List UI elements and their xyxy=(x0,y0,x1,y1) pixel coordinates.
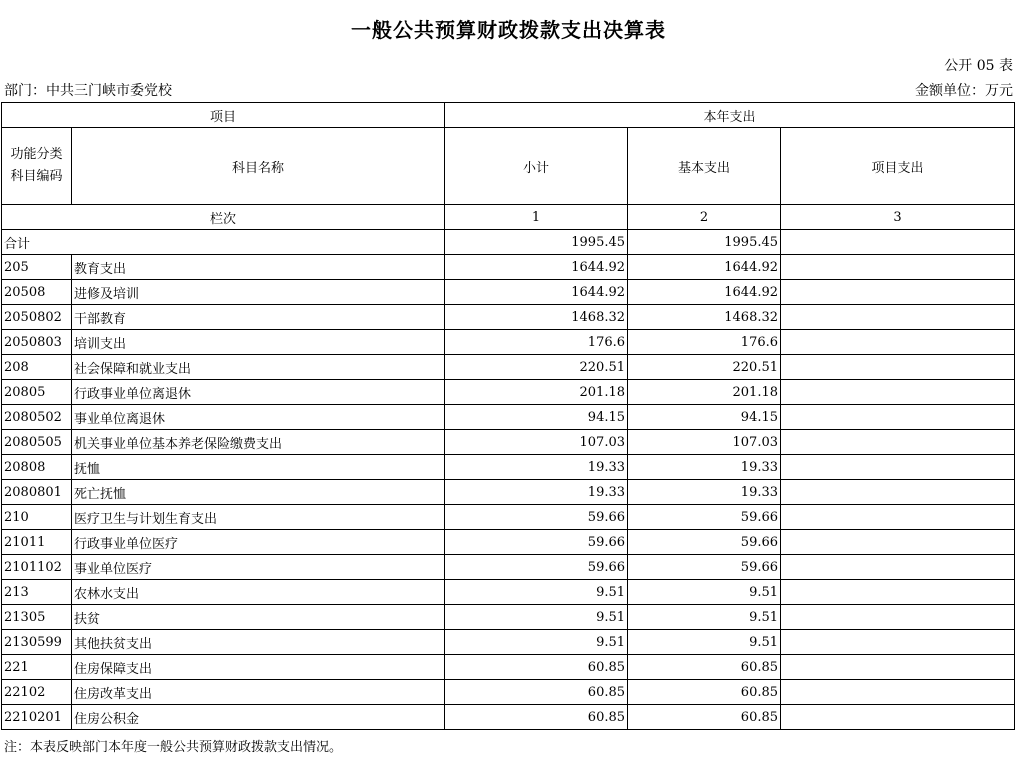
row-basic: 60.85 xyxy=(628,705,781,730)
header-current-year: 本年支出 xyxy=(445,103,1015,128)
header-column-index: 栏次 xyxy=(2,205,445,230)
row-project xyxy=(781,380,1015,405)
row-project xyxy=(781,705,1015,730)
table-row xyxy=(2,430,1015,455)
row-subtotal: 201.18 xyxy=(445,380,628,405)
header-project-exp: 项目支出 xyxy=(781,128,1015,205)
row-code: 221 xyxy=(2,655,72,680)
table-row xyxy=(2,705,1015,730)
total-subtotal: 1995.45 xyxy=(445,230,628,255)
row-name: 行政事业单位离退休 xyxy=(72,380,445,405)
row-code: 2080801 xyxy=(2,480,72,505)
row-code: 205 xyxy=(2,255,72,280)
row-basic: 1644.92 xyxy=(628,280,781,305)
table-row xyxy=(2,405,1015,430)
row-code: 22102 xyxy=(2,680,72,705)
row-code: 213 xyxy=(2,580,72,605)
department-label: 部门：中共三门峡市委党校 xyxy=(4,83,172,99)
row-name: 医疗卫生与计划生育支出 xyxy=(72,505,445,530)
row-project xyxy=(781,655,1015,680)
row-basic: 1644.92 xyxy=(628,255,781,280)
row-name: 教育支出 xyxy=(72,255,445,280)
row-subtotal: 176.6 xyxy=(445,330,628,355)
header-code-line1: 功能分类 xyxy=(10,147,63,162)
row-name: 住房改革支出 xyxy=(72,680,445,705)
row-project xyxy=(781,355,1015,380)
row-name: 社会保障和就业支出 xyxy=(72,355,445,380)
row-name: 行政事业单位医疗 xyxy=(72,530,445,555)
row-project xyxy=(781,530,1015,555)
row-project xyxy=(781,405,1015,430)
row-code: 21305 xyxy=(2,605,72,630)
row-basic: 220.51 xyxy=(628,355,781,380)
table-row xyxy=(2,330,1015,355)
row-project xyxy=(781,330,1015,355)
row-code: 20805 xyxy=(2,380,72,405)
expenditure-table xyxy=(1,102,1015,730)
row-name: 干部教育 xyxy=(72,305,445,330)
row-subtotal: 19.33 xyxy=(445,480,628,505)
row-subtotal: 59.66 xyxy=(445,530,628,555)
row-name: 住房公积金 xyxy=(72,705,445,730)
row-code: 2130599 xyxy=(2,630,72,655)
table-row xyxy=(2,355,1015,380)
row-code: 2210201 xyxy=(2,705,72,730)
header-row-2 xyxy=(2,128,1015,205)
row-project xyxy=(781,605,1015,630)
header-subtotal: 小计 xyxy=(445,128,628,205)
table-row xyxy=(2,580,1015,605)
row-project xyxy=(781,505,1015,530)
row-subtotal: 220.51 xyxy=(445,355,628,380)
row-subtotal: 60.85 xyxy=(445,705,628,730)
total-label: 合计 xyxy=(2,230,445,255)
total-basic: 1995.45 xyxy=(628,230,781,255)
row-name: 农林水支出 xyxy=(72,580,445,605)
row-basic: 94.15 xyxy=(628,405,781,430)
row-project xyxy=(781,580,1015,605)
header-column-index-row xyxy=(2,205,1015,230)
row-subtotal: 19.33 xyxy=(445,455,628,480)
header-basic: 基本支出 xyxy=(628,128,781,205)
row-name: 住房保障支出 xyxy=(72,655,445,680)
table-row xyxy=(2,505,1015,530)
row-basic: 60.85 xyxy=(628,655,781,680)
row-subtotal: 59.66 xyxy=(445,555,628,580)
header-function-code xyxy=(2,128,72,205)
header-subject-name: 科目名称 xyxy=(72,128,445,205)
table-row xyxy=(2,655,1015,680)
row-subtotal: 1468.32 xyxy=(445,305,628,330)
table-row xyxy=(2,305,1015,330)
row-subtotal: 60.85 xyxy=(445,655,628,680)
row-subtotal: 1644.92 xyxy=(445,280,628,305)
row-project xyxy=(781,455,1015,480)
table-row xyxy=(2,605,1015,630)
row-project xyxy=(781,280,1015,305)
row-code: 2080502 xyxy=(2,405,72,430)
total-project xyxy=(781,230,1015,255)
form-number: 公开 05 表 xyxy=(944,58,1013,74)
row-subtotal: 9.51 xyxy=(445,630,628,655)
row-name: 抚恤 xyxy=(72,455,445,480)
header-col1: 1 xyxy=(445,205,628,230)
row-subtotal: 94.15 xyxy=(445,405,628,430)
row-code: 210 xyxy=(2,505,72,530)
row-project xyxy=(781,430,1015,455)
page-title: 一般公共预算财政拨款支出决算表 xyxy=(351,18,666,42)
row-basic: 107.03 xyxy=(628,430,781,455)
table-row xyxy=(2,630,1015,655)
table-row xyxy=(2,530,1015,555)
row-basic: 201.18 xyxy=(628,380,781,405)
table-row xyxy=(2,380,1015,405)
row-name: 机关事业单位基本养老保险缴费支出 xyxy=(72,430,445,455)
row-basic: 59.66 xyxy=(628,530,781,555)
row-subtotal: 9.51 xyxy=(445,605,628,630)
row-project xyxy=(781,480,1015,505)
table-row xyxy=(2,280,1015,305)
row-basic: 9.51 xyxy=(628,580,781,605)
row-name: 培训支出 xyxy=(72,330,445,355)
footnote: 注：本表反映部门本年度一般公共预算财政拨款支出情况。 xyxy=(4,740,343,755)
row-subtotal: 1644.92 xyxy=(445,255,628,280)
row-subtotal: 9.51 xyxy=(445,580,628,605)
row-basic: 9.51 xyxy=(628,605,781,630)
table-row xyxy=(2,455,1015,480)
row-basic: 19.33 xyxy=(628,455,781,480)
row-code: 208 xyxy=(2,355,72,380)
row-name: 事业单位医疗 xyxy=(72,555,445,580)
row-basic: 176.6 xyxy=(628,330,781,355)
row-basic: 19.33 xyxy=(628,480,781,505)
header-row-1 xyxy=(2,103,1015,128)
row-basic: 60.85 xyxy=(628,680,781,705)
row-basic: 1468.32 xyxy=(628,305,781,330)
table-row xyxy=(2,255,1015,280)
header-project: 项目 xyxy=(2,103,445,128)
row-subtotal: 60.85 xyxy=(445,680,628,705)
header-col3: 3 xyxy=(781,205,1015,230)
row-name: 死亡抚恤 xyxy=(72,480,445,505)
row-code: 20808 xyxy=(2,455,72,480)
row-code: 20508 xyxy=(2,280,72,305)
row-code: 2050802 xyxy=(2,305,72,330)
row-project xyxy=(781,555,1015,580)
row-name: 进修及培训 xyxy=(72,280,445,305)
row-basic: 9.51 xyxy=(628,630,781,655)
amount-unit-label: 金额单位：万元 xyxy=(915,83,1013,99)
header-col2: 2 xyxy=(628,205,781,230)
row-name: 扶贫 xyxy=(72,605,445,630)
row-subtotal: 107.03 xyxy=(445,430,628,455)
row-subtotal: 59.66 xyxy=(445,505,628,530)
row-basic: 59.66 xyxy=(628,505,781,530)
total-row xyxy=(2,230,1015,255)
row-code: 2050803 xyxy=(2,330,72,355)
row-project xyxy=(781,630,1015,655)
row-code: 21011 xyxy=(2,530,72,555)
row-name: 其他扶贫支出 xyxy=(72,630,445,655)
row-basic: 59.66 xyxy=(628,555,781,580)
table-row xyxy=(2,555,1015,580)
row-name: 事业单位离退休 xyxy=(72,405,445,430)
table-row xyxy=(2,480,1015,505)
header-code-line2: 科目编码 xyxy=(10,169,63,184)
row-project xyxy=(781,255,1015,280)
row-code: 2080505 xyxy=(2,430,72,455)
row-project xyxy=(781,680,1015,705)
table-row xyxy=(2,680,1015,705)
row-project xyxy=(781,305,1015,330)
row-code: 2101102 xyxy=(2,555,72,580)
